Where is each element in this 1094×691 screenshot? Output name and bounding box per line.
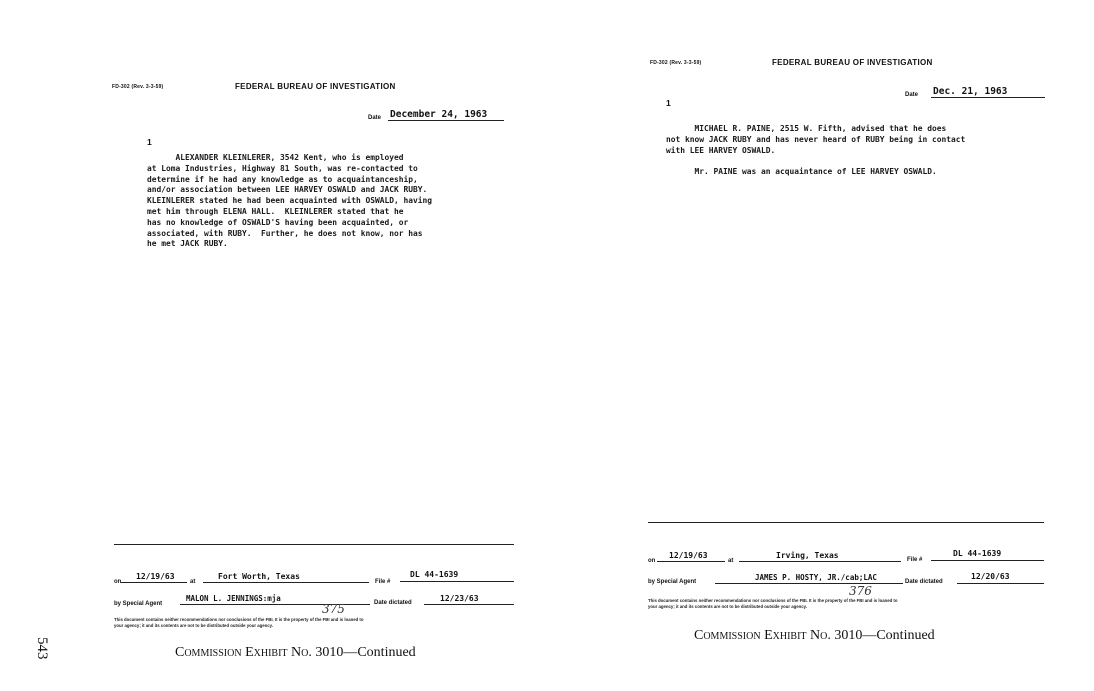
disclaimer-line-2: your agency; it and its contents are not to be distributed outside your agency. [114,623,273,628]
disclaimer-line-1: This document contains neither recommendations nor conclusions of the FBI. It is the property of the FBI and is loaned to [648,598,898,603]
on-label: on [114,579,122,585]
right-document [547,0,1094,691]
interview-date: 12/19/63 [669,551,708,560]
field-line [715,583,903,584]
date-label: Date [368,115,382,121]
agent-label: by Special Agent [114,601,163,607]
form-number: FD-302 (Rev. 3-3-59) [650,60,702,66]
page-number: 1 [666,98,671,108]
handwritten-page-number: 376 [849,584,872,598]
at-label: at [728,558,734,564]
field-line [957,583,1044,584]
caption-prefix: Commission Exhibit No. [694,628,831,643]
date-dictated: 12/20/63 [971,572,1010,581]
caption-number: 3010—Continued [311,645,416,660]
handwritten-page-number: 375 [322,602,345,616]
interview-location: Fort Worth, Texas [218,572,300,581]
special-agent: MALON L. JENNINGS:mja [186,594,281,603]
file-label: File # [375,579,391,585]
date-label: Date [905,92,919,98]
on-label: on [648,558,656,564]
field-line [203,582,369,583]
disclaimer-line-2: your agency; it and its contents are not to be distributed outside your agency. [648,604,807,609]
file-number: DL 44-1639 [410,570,459,579]
date-dictated: 12/23/63 [440,594,479,603]
special-agent: JAMES P. HOSTY, JR./cab;LAC [755,573,877,582]
caption-number: 3010—Continued [830,628,935,643]
file-label: File # [907,557,923,563]
page-number: 1 [147,137,152,147]
caption-prefix: Commission Exhibit No. [175,645,312,660]
field-line [931,560,1044,561]
bottom-rule [648,522,1044,523]
field-line [657,561,725,562]
form-number: FD-302 (Rev. 3-3-59) [112,84,164,90]
volume-page-number: 543 [34,637,50,660]
agent-label: by Special Agent [648,579,697,585]
report-body: ALEXANDER KLEINLERER, 3542 Kent, who is employed at Loma Industries, Highway 81 South, was re-contacted to determine if he had any knowledge as to acquaintanceship, and/or association between LEE HARVEY OSWALD and JACK RUBY. KLEINLERER stated he had been acquainted with OSWALD, having met him through ELENA HALL. KLEINLERER stated that he has no knowledge of OSWALD'S having been acquainted, or associated, with RUBY. Further, he does not know, nor has he met JACK RUBY. [147,153,433,249]
exhibit-caption [694,628,935,644]
report-date: Dec. 21, 1963 [931,87,1045,98]
dictated-label: Date dictated [905,579,943,585]
dictated-label: Date dictated [374,600,412,606]
report-date: December 24, 1963 [388,110,504,121]
interview-date: 12/19/63 [136,572,175,581]
interview-location: Irving, Texas [776,551,839,560]
field-line [739,561,901,562]
bottom-rule [114,544,514,545]
report-body: MICHAEL R. PAINE, 2515 W. Fifth, advised that he does not know JACK RUBY and has never heard of RUBY being in contact with LEE HARVEY OSWALD. Mr. PAINE was an acquaintance of LEE HARVEY OSWALD. [666,124,966,177]
file-number: DL 44-1639 [953,549,1002,558]
field-line [121,582,187,583]
field-line [424,604,514,605]
agency-heading: FEDERAL BUREAU OF INVESTIGATION [235,82,396,91]
at-label: at [190,579,196,585]
field-line [400,581,514,582]
exhibit-caption [175,645,416,661]
agency-heading: FEDERAL BUREAU OF INVESTIGATION [772,58,933,67]
disclaimer-line-1: This document contains neither recommendations nor conclusions of the FBI. It is the property of the FBI and is loaned to [114,617,364,622]
